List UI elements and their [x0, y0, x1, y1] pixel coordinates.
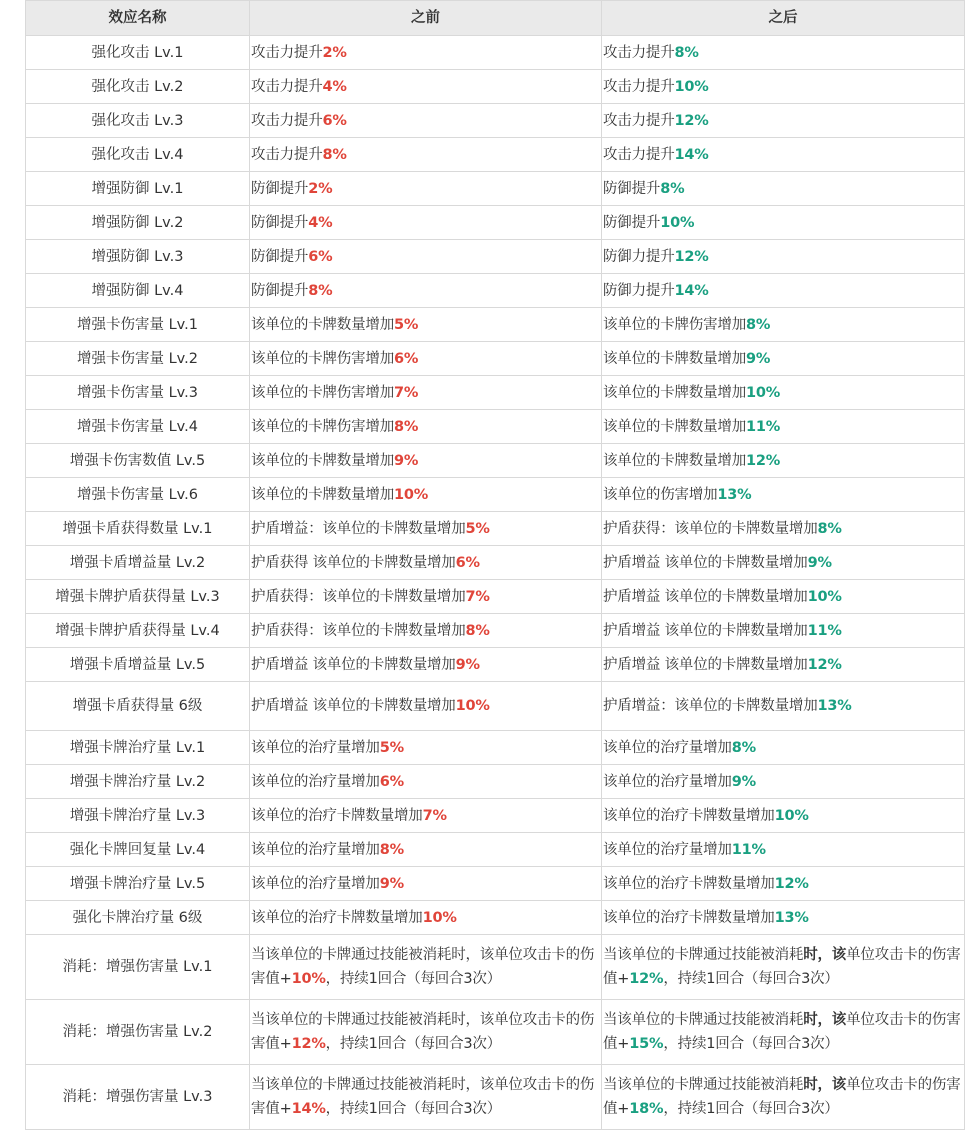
after-value: 12%: [807, 656, 842, 673]
after-text: 该单位的治疗量增加: [603, 739, 732, 756]
table-row: [26, 648, 965, 682]
after-value: 10%: [746, 384, 781, 401]
before-cell: [250, 444, 602, 478]
after-value: 13%: [717, 486, 752, 503]
before-cell: [250, 70, 602, 104]
after-cell: [602, 1000, 965, 1065]
before-text: 该单位的卡牌数量增加: [251, 316, 394, 333]
after-value: 8%: [660, 180, 685, 197]
effect-name-cell: 增强卡牌治疗量 Lv.2: [26, 765, 250, 799]
after-cell: [602, 935, 965, 1000]
before-value: 6%: [394, 350, 419, 367]
before-text: 该单位的治疗卡牌数量增加: [251, 807, 423, 824]
before-value: 8%: [394, 418, 419, 435]
after-text: 护盾增益 该单位的卡牌数量增加: [603, 656, 808, 673]
after-value: 12%: [674, 248, 709, 265]
table-row: [26, 765, 965, 799]
after-cell: [602, 410, 965, 444]
table-row: [26, 1065, 965, 1130]
after-value: 10%: [807, 588, 842, 605]
after-value: 8%: [674, 44, 699, 61]
before-cell: [250, 274, 602, 308]
table-row: [26, 682, 965, 731]
before-suffix: ，持续1回合（每回合3次）: [325, 1101, 502, 1117]
table-row: [26, 36, 965, 70]
table-row: [26, 342, 965, 376]
after-suffix: ，持续1回合（每回合3次）: [663, 1036, 839, 1052]
before-value: 6%: [322, 112, 347, 129]
effect-name-cell: 强化攻击 Lv.3: [26, 104, 250, 138]
table-row: [26, 731, 965, 765]
after-value: 11%: [746, 418, 781, 435]
after-text: 该单位的卡牌伤害增加: [603, 316, 746, 333]
after-text: 该单位的治疗卡牌数量增加: [603, 807, 775, 824]
after-value: 13%: [774, 909, 809, 926]
before-value: 8%: [379, 841, 404, 858]
before-text: 该单位的治疗量增加: [251, 773, 380, 790]
table-row: [26, 376, 965, 410]
after-value: 12%: [674, 112, 709, 129]
after-value: 9%: [731, 773, 756, 790]
table-row: [26, 833, 965, 867]
after-text: 该单位的卡牌数量增加: [603, 452, 746, 469]
after-cell: [602, 765, 965, 799]
after-value: 15%: [629, 1036, 664, 1052]
after-text: 该单位的治疗量增加: [603, 773, 732, 790]
effect-name-cell: 强化攻击 Lv.4: [26, 138, 250, 172]
before-value: 8%: [465, 622, 490, 639]
effect-name-cell: 增强卡伤害量 Lv.6: [26, 478, 250, 512]
after-value: 8%: [817, 520, 842, 537]
after-text: 当该单位的卡牌通过技能被消耗: [603, 1012, 804, 1028]
before-text: 攻击力提升: [251, 78, 323, 95]
before-text: 该单位的治疗卡牌数量增加: [251, 909, 423, 926]
after-cell: [602, 512, 965, 546]
header-effect-name: 效应名称: [26, 1, 250, 36]
before-text: 当该单位的卡牌通过技能被消耗时，该单位攻击卡的伤害值+: [251, 1012, 595, 1052]
effect-name-cell: 强化卡牌治疗量 6级: [26, 901, 250, 935]
table-row: [26, 308, 965, 342]
before-value: 2%: [308, 180, 333, 197]
effect-name-cell: 增强卡伤害量 Lv.3: [26, 376, 250, 410]
before-value: 2%: [322, 44, 347, 61]
table-row: [26, 274, 965, 308]
before-text: 护盾增益 该单位的卡牌数量增加: [251, 656, 456, 673]
after-text: 该单位的卡牌数量增加: [603, 418, 746, 435]
after-value: 10%: [660, 214, 695, 231]
header-row: [26, 1, 965, 36]
before-text: 该单位的卡牌数量增加: [251, 452, 394, 469]
after-text-2: 单位攻击卡的伤害值+: [603, 1012, 961, 1052]
before-text: 攻击力提升: [251, 112, 323, 129]
table-row: [26, 935, 965, 1000]
before-cell: [250, 935, 602, 1000]
before-text: 当该单位的卡牌通过技能被消耗时，该单位攻击卡的伤害值+: [251, 1077, 595, 1117]
after-value: 8%: [731, 739, 756, 756]
effect-name-cell: 增强卡盾获得量 6级: [26, 682, 250, 731]
table-row: [26, 799, 965, 833]
after-cell: [602, 206, 965, 240]
before-text: 该单位的治疗量增加: [251, 841, 380, 858]
before-value: 5%: [394, 316, 419, 333]
effect-name-cell: 增强卡伤害量 Lv.2: [26, 342, 250, 376]
effect-name-cell: 增强卡盾增益量 Lv.2: [26, 546, 250, 580]
after-cell: [602, 648, 965, 682]
after-bold-text: 时，该: [803, 1077, 847, 1093]
before-text: 防御提升: [251, 282, 309, 299]
before-value: 8%: [308, 282, 333, 299]
after-text: 防御力提升: [603, 282, 675, 299]
after-text: 该单位的治疗卡牌数量增加: [603, 875, 775, 892]
before-cell: [250, 36, 602, 70]
after-text: 防御提升: [603, 214, 661, 231]
after-cell: [602, 240, 965, 274]
effect-name-cell: 消耗：增强伤害量 Lv.3: [26, 1065, 250, 1130]
after-cell: [602, 1065, 965, 1130]
before-cell: [250, 172, 602, 206]
after-value: 12%: [629, 971, 664, 987]
after-text: 防御力提升: [603, 248, 675, 265]
after-suffix: ，持续1回合（每回合3次）: [663, 971, 839, 987]
before-value: 9%: [394, 452, 419, 469]
before-text: 攻击力提升: [251, 146, 323, 163]
before-text: 防御提升: [251, 180, 309, 197]
after-text-2: 单位攻击卡的伤害值+: [603, 1077, 961, 1117]
table-row: [26, 478, 965, 512]
before-value: 12%: [291, 1036, 326, 1052]
before-cell: [250, 410, 602, 444]
table-row: [26, 70, 965, 104]
before-cell: [250, 833, 602, 867]
effect-comparison-table: [25, 0, 965, 1130]
before-cell: [250, 731, 602, 765]
before-value: 6%: [308, 248, 333, 265]
before-cell: [250, 104, 602, 138]
after-text: 该单位的治疗卡牌数量增加: [603, 909, 775, 926]
header-after: 之后: [602, 1, 965, 36]
after-text: 该单位的卡牌数量增加: [603, 350, 746, 367]
table-row: [26, 444, 965, 478]
before-cell: [250, 580, 602, 614]
table-row: [26, 1000, 965, 1065]
after-bold-text: 时，该: [803, 947, 847, 963]
effect-name-cell: 增强卡牌护盾获得量 Lv.3: [26, 580, 250, 614]
before-cell: [250, 614, 602, 648]
after-text: 攻击力提升: [603, 44, 675, 61]
after-value: 13%: [817, 698, 852, 714]
before-cell: [250, 901, 602, 935]
after-value: 12%: [774, 875, 809, 892]
after-cell: [602, 867, 965, 901]
after-cell: [602, 308, 965, 342]
effect-name-cell: 增强卡盾获得数量 Lv.1: [26, 512, 250, 546]
after-cell: [602, 376, 965, 410]
before-value: 10%: [291, 971, 326, 987]
effect-name-cell: 增强卡伤害量 Lv.4: [26, 410, 250, 444]
after-text: 防御提升: [603, 180, 661, 197]
after-text: 护盾增益：该单位的卡牌数量增加: [603, 698, 818, 714]
effect-name-cell: 增强卡盾增益量 Lv.5: [26, 648, 250, 682]
after-cell: [602, 104, 965, 138]
before-cell: [250, 138, 602, 172]
before-text: 该单位的卡牌伤害增加: [251, 418, 394, 435]
after-value: 10%: [774, 807, 809, 824]
after-value: 10%: [674, 78, 709, 95]
after-text: 护盾获得：该单位的卡牌数量增加: [603, 520, 818, 537]
after-text-2: 单位攻击卡的伤害值+: [603, 947, 961, 987]
before-text: 护盾增益 该单位的卡牌数量增加: [251, 698, 456, 714]
table-row: [26, 104, 965, 138]
before-value: 8%: [322, 146, 347, 163]
before-value: 10%: [422, 909, 457, 926]
before-cell: [250, 1065, 602, 1130]
after-value: 11%: [807, 622, 842, 639]
before-cell: [250, 1000, 602, 1065]
effect-name-cell: 增强卡伤害数值 Lv.5: [26, 444, 250, 478]
effect-name-cell: 消耗：增强伤害量 Lv.1: [26, 935, 250, 1000]
before-text: 该单位的卡牌数量增加: [251, 486, 394, 503]
effect-name-cell: 增强防御 Lv.3: [26, 240, 250, 274]
before-cell: [250, 682, 602, 731]
effect-name-cell: 增强防御 Lv.2: [26, 206, 250, 240]
effect-name-cell: 强化卡牌回复量 Lv.4: [26, 833, 250, 867]
header-before: 之前: [250, 1, 602, 36]
table-row: [26, 138, 965, 172]
before-suffix: ，持续1回合（每回合3次）: [325, 1036, 502, 1052]
before-value: 5%: [379, 739, 404, 756]
effect-name-cell: 增强卡牌护盾获得量 Lv.4: [26, 614, 250, 648]
after-cell: [602, 274, 965, 308]
after-cell: [602, 833, 965, 867]
effect-name-cell: 强化攻击 Lv.1: [26, 36, 250, 70]
effect-name-cell: 增强卡牌治疗量 Lv.3: [26, 799, 250, 833]
after-value: 14%: [674, 146, 709, 163]
before-text: 该单位的卡牌伤害增加: [251, 384, 394, 401]
table-row: [26, 410, 965, 444]
before-value: 4%: [308, 214, 333, 231]
table-body: [26, 36, 965, 1130]
before-value: 7%: [394, 384, 419, 401]
before-text: 该单位的治疗量增加: [251, 739, 380, 756]
before-suffix: ，持续1回合（每回合3次）: [325, 971, 502, 987]
after-text: 护盾增益 该单位的卡牌数量增加: [603, 554, 808, 571]
after-text: 攻击力提升: [603, 112, 675, 129]
after-text: 攻击力提升: [603, 146, 675, 163]
before-text: 当该单位的卡牌通过技能被消耗时，该单位攻击卡的伤害值+: [251, 947, 595, 987]
before-cell: [250, 342, 602, 376]
after-value: 18%: [629, 1101, 664, 1117]
after-cell: [602, 36, 965, 70]
effect-name-cell: 强化攻击 Lv.2: [26, 70, 250, 104]
after-text: 攻击力提升: [603, 78, 675, 95]
before-text: 该单位的卡牌伤害增加: [251, 350, 394, 367]
before-cell: [250, 512, 602, 546]
after-cell: [602, 172, 965, 206]
before-value: 7%: [422, 807, 447, 824]
before-cell: [250, 240, 602, 274]
before-text: 防御提升: [251, 248, 309, 265]
after-value: 14%: [674, 282, 709, 299]
before-text: 护盾获得：该单位的卡牌数量增加: [251, 588, 466, 605]
table-row: [26, 206, 965, 240]
before-value: 10%: [455, 698, 490, 714]
after-text: 当该单位的卡牌通过技能被消耗: [603, 947, 804, 963]
before-cell: [250, 799, 602, 833]
after-cell: [602, 546, 965, 580]
before-cell: [250, 765, 602, 799]
before-cell: [250, 376, 602, 410]
after-bold-text: 时，该: [803, 1012, 847, 1028]
table-row: [26, 901, 965, 935]
after-text: 护盾增益 该单位的卡牌数量增加: [603, 588, 808, 605]
before-value: 6%: [379, 773, 404, 790]
table-row: [26, 614, 965, 648]
effect-name-cell: 增强卡伤害量 Lv.1: [26, 308, 250, 342]
before-text: 护盾获得 该单位的卡牌数量增加: [251, 554, 456, 571]
before-value: 9%: [455, 656, 480, 673]
after-cell: [602, 614, 965, 648]
after-value: 11%: [731, 841, 766, 858]
after-cell: [602, 478, 965, 512]
after-text: 该单位的治疗量增加: [603, 841, 732, 858]
after-text: 护盾增益 该单位的卡牌数量增加: [603, 622, 808, 639]
table-row: [26, 512, 965, 546]
after-cell: [602, 682, 965, 731]
after-value: 9%: [746, 350, 771, 367]
effect-name-cell: 增强防御 Lv.1: [26, 172, 250, 206]
before-text: 护盾获得：该单位的卡牌数量增加: [251, 622, 466, 639]
after-text: 当该单位的卡牌通过技能被消耗: [603, 1077, 804, 1093]
after-cell: [602, 342, 965, 376]
before-cell: [250, 867, 602, 901]
after-cell: [602, 444, 965, 478]
after-cell: [602, 70, 965, 104]
after-cell: [602, 138, 965, 172]
after-suffix: ，持续1回合（每回合3次）: [663, 1101, 839, 1117]
after-value: 9%: [807, 554, 832, 571]
before-cell: [250, 648, 602, 682]
effect-name-cell: 增强卡牌治疗量 Lv.5: [26, 867, 250, 901]
table-row: [26, 867, 965, 901]
after-text: 该单位的卡牌数量增加: [603, 384, 746, 401]
before-value: 14%: [291, 1101, 326, 1117]
before-value: 7%: [465, 588, 490, 605]
after-value: 8%: [746, 316, 771, 333]
after-cell: [602, 731, 965, 765]
before-cell: [250, 478, 602, 512]
after-cell: [602, 799, 965, 833]
after-value: 12%: [746, 452, 781, 469]
before-value: 5%: [465, 520, 490, 537]
before-cell: [250, 546, 602, 580]
effect-name-cell: 增强卡牌治疗量 Lv.1: [26, 731, 250, 765]
before-text: 护盾增益：该单位的卡牌数量增加: [251, 520, 466, 537]
table-row: [26, 172, 965, 206]
before-text: 攻击力提升: [251, 44, 323, 61]
before-value: 6%: [455, 554, 480, 571]
before-value: 10%: [394, 486, 429, 503]
effect-name-cell: 消耗：增强伤害量 Lv.2: [26, 1000, 250, 1065]
table-row: [26, 580, 965, 614]
before-cell: [250, 206, 602, 240]
before-cell: [250, 308, 602, 342]
table-row: [26, 546, 965, 580]
table-row: [26, 240, 965, 274]
effect-name-cell: 增强防御 Lv.4: [26, 274, 250, 308]
after-text: 该单位的伤害增加: [603, 486, 718, 503]
after-cell: [602, 580, 965, 614]
before-value: 9%: [379, 875, 404, 892]
after-cell: [602, 901, 965, 935]
before-value: 4%: [322, 78, 347, 95]
before-text: 该单位的治疗量增加: [251, 875, 380, 892]
before-text: 防御提升: [251, 214, 309, 231]
